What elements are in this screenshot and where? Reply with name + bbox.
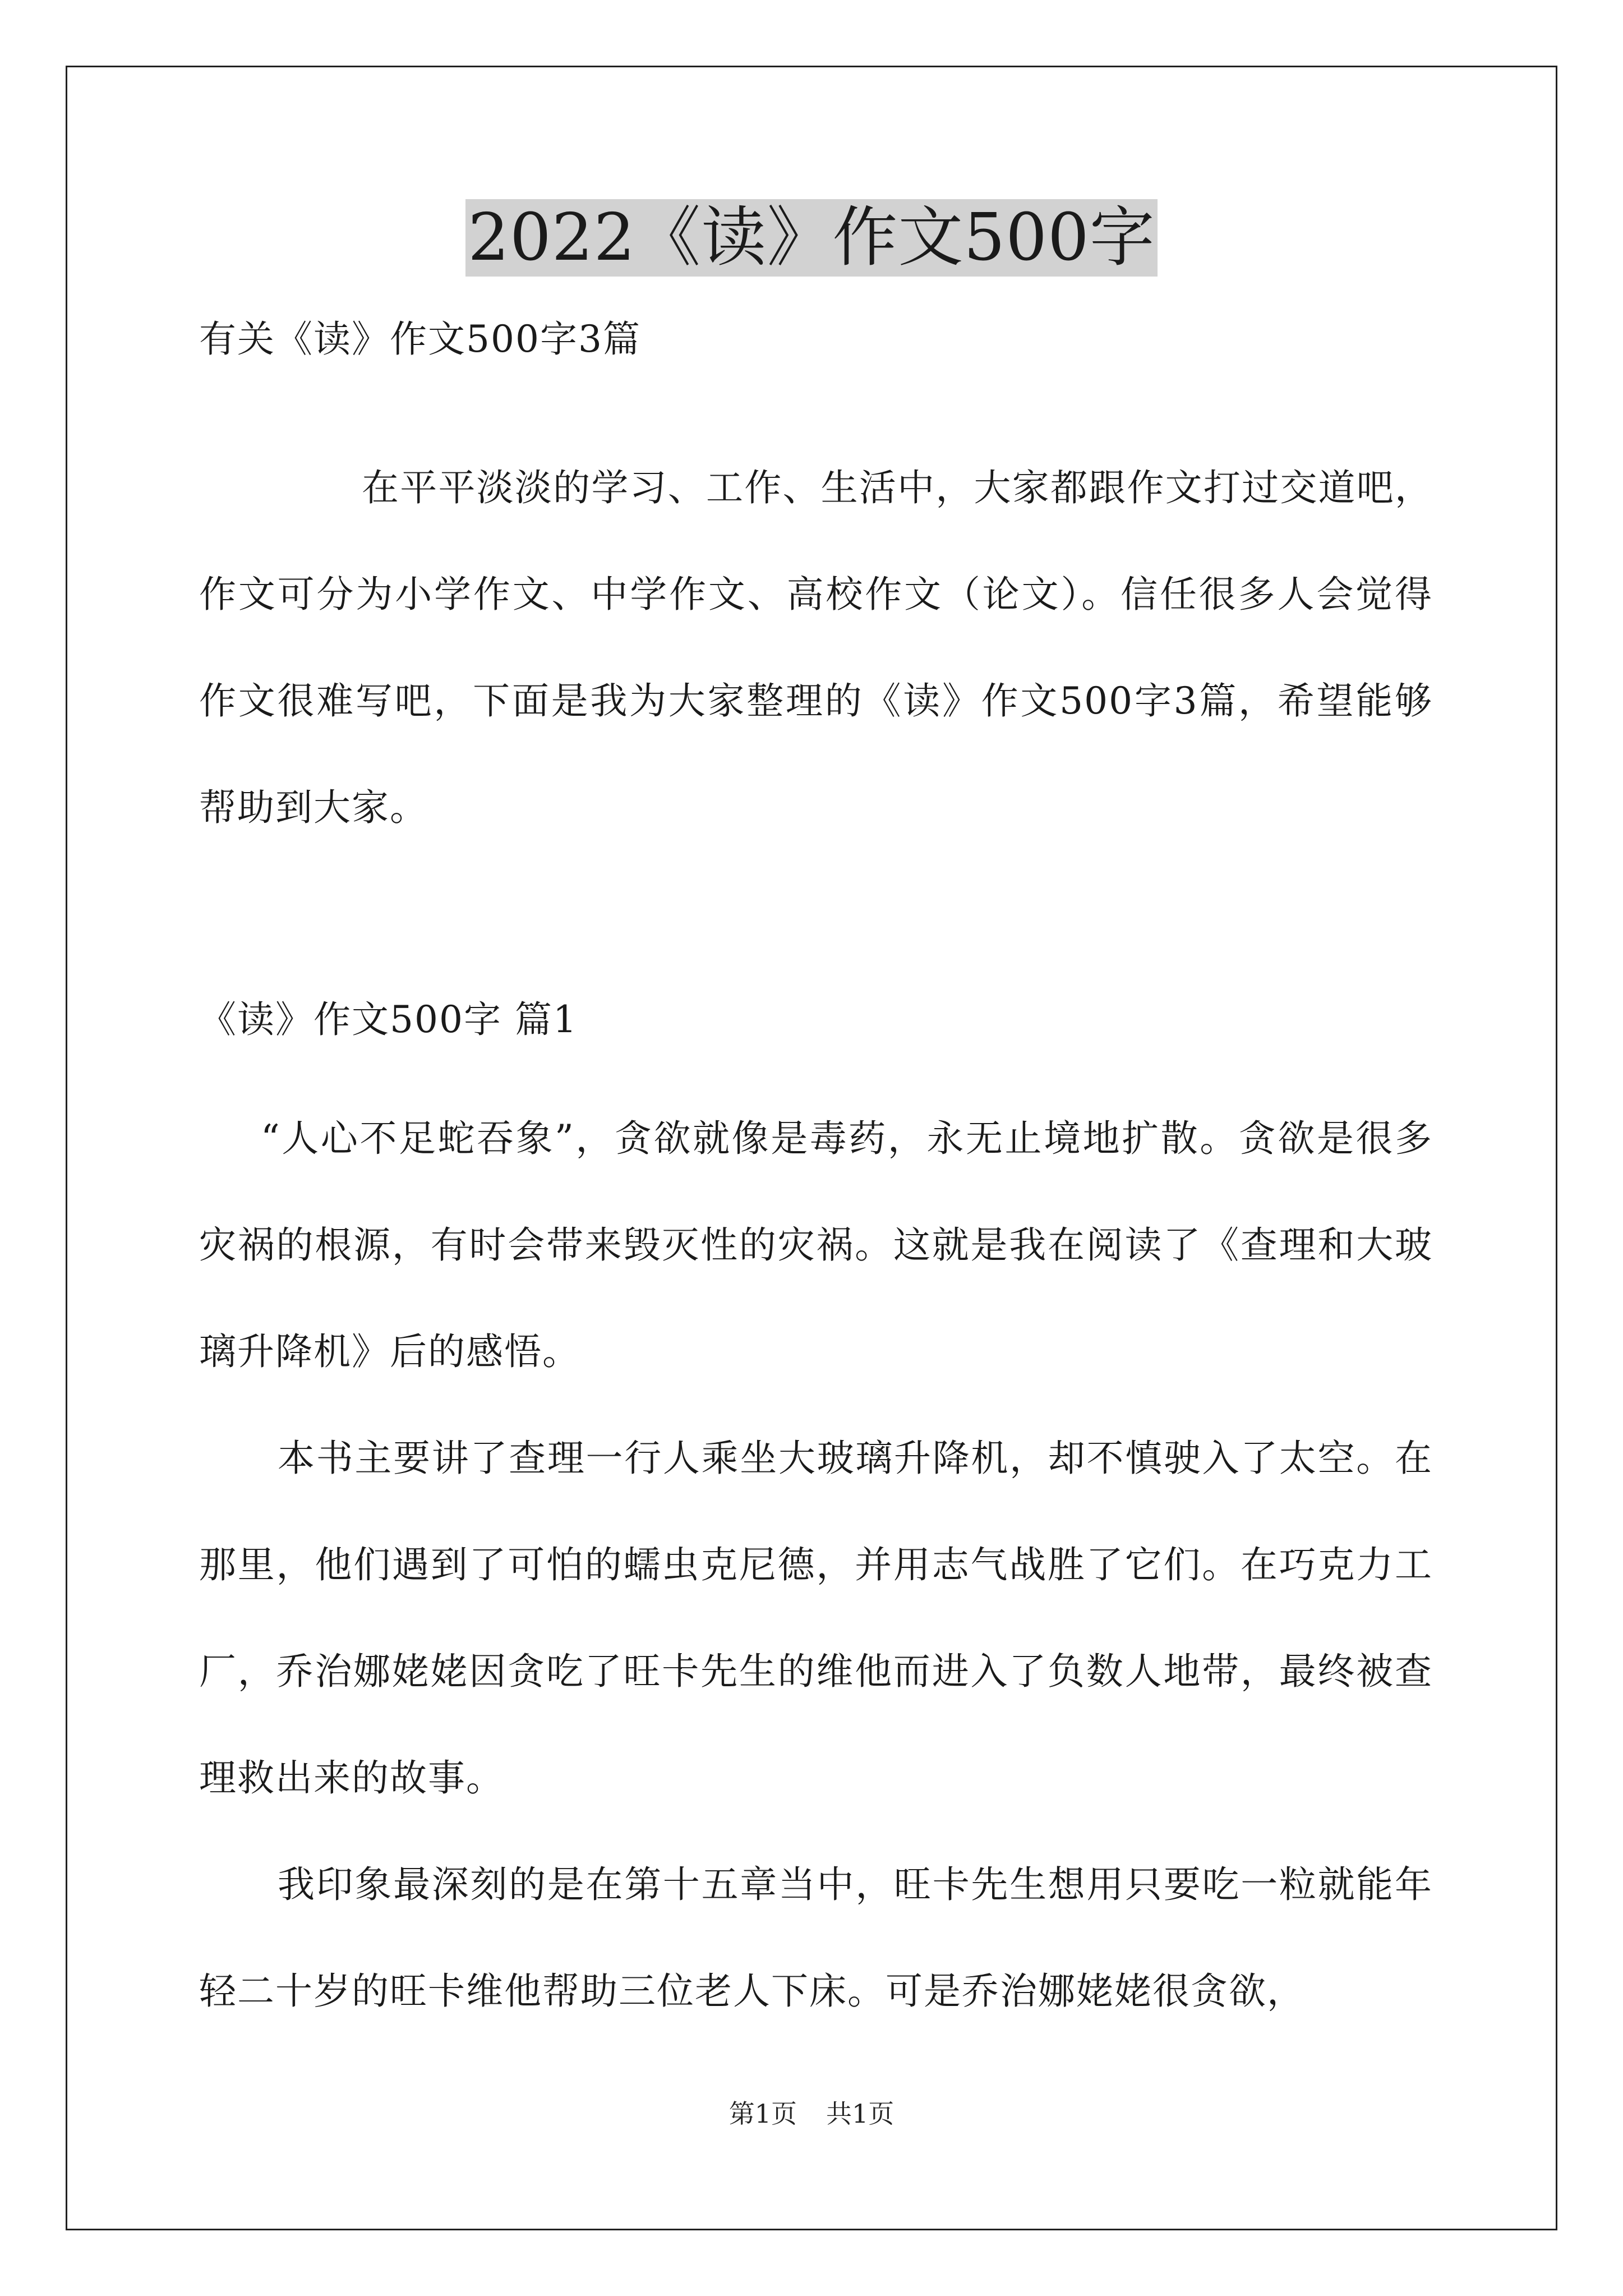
intro-paragraph: 在平平淡淡的学习、工作、生活中，大家都跟作文打过交道吧，作文可分为小学作文、中学作文、高校作文（论文）。信任很多人会觉得作文很难写吧，下面是我为大家整理的《读》作文500字3篇，希望能够帮助到大家。: [199, 466, 1433, 829]
document-subtitle: 有关《读》作文500字3篇: [199, 318, 641, 361]
document-title: 2022《读》作文500字: [465, 199, 1158, 277]
body-paragraph-2: 本书主要讲了查理一行人乘坐大玻璃升降机，却不慎驶入了太空。在那里，他们遇到了可怕的蠕虫克尼德，并用志气战胜了它们。在巧克力工厂，乔治娜姥姥因贪吃了旺卡先生的维他而进入了负数人地带，最终被查理救出来的故事。: [199, 1437, 1433, 1800]
title-container: [0, 199, 1623, 277]
page-total: 共1页: [826, 2099, 895, 2129]
section-heading: 《读》作文500字 篇1: [199, 998, 578, 1041]
body-paragraph-1: “人心不足蛇吞象”，贪欲就像是毒药，永无止境地扩散。贪欲是很多灾祸的根源，有时会带来毁灭性的灾祸。这就是我在阅读了《查理和大玻璃升降机》后的感悟。: [199, 1117, 1433, 1373]
body-paragraph-3: 我印象最深刻的是在第十五章当中，旺卡先生想用只要吃一粒就能年轻二十岁的旺卡维他帮助三位老人下床。可是乔治娜姥姥很贪欲，: [199, 1863, 1433, 2013]
page-footer: [0, 2097, 1623, 2131]
page-number: 第1页: [728, 2099, 797, 2129]
